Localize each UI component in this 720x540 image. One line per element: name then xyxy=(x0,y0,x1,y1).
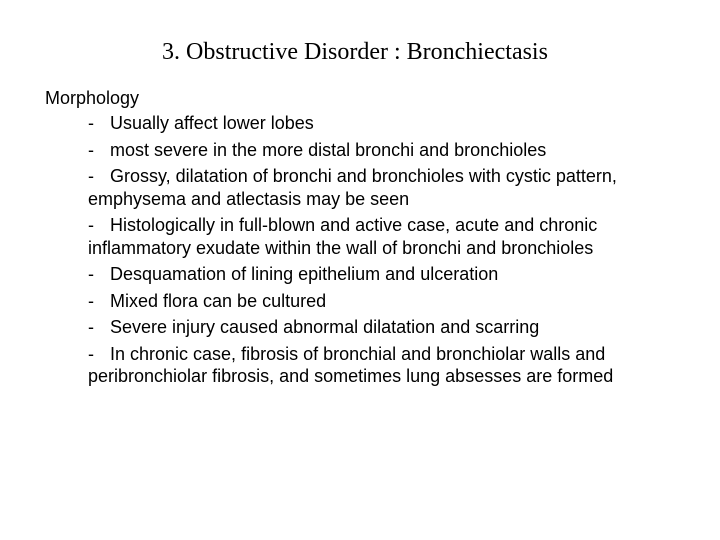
list-item xyxy=(88,263,680,286)
list-item xyxy=(88,290,680,313)
list-item xyxy=(88,139,680,162)
list-item-text: most severe in the more distal bronchi and bronchioles xyxy=(110,139,547,160)
list-item-text: Histologically in full-blown and active case, acute and chronic inflammatory exudate within the wall of bronchi and bronchioles xyxy=(88,215,598,258)
list-item xyxy=(88,343,680,388)
bullet-dash: - xyxy=(88,139,94,160)
list-item xyxy=(88,165,680,210)
list-item xyxy=(88,214,680,259)
list-item-text: Mixed flora can be cultured xyxy=(110,290,327,311)
bullet-dash: - xyxy=(88,290,94,311)
bullet-dash: - xyxy=(88,113,94,133)
list-item-text: Desquamation of lining epithelium and ulceration xyxy=(110,264,499,284)
bullet-dash: - xyxy=(88,166,94,186)
bullet-dash: - xyxy=(88,264,94,284)
list-item-text: Grossy, dilatation of bronchi and bronchioles with cystic pattern, emphysema and atlectasis may be seen xyxy=(88,166,617,209)
list-item-text: Severe injury caused abnormal dilatation and scarring xyxy=(110,317,540,337)
list-item xyxy=(88,316,680,339)
bullet-dash: - xyxy=(88,343,94,364)
bullet-list xyxy=(88,112,680,392)
list-item-text: In chronic case, fibrosis of bronchial and bronchiolar walls and peribronchiolar fibrosis, and sometimes lung absesses are formed xyxy=(88,343,614,386)
slide-title: 3. Obstructive Disorder : Bronchiectasis xyxy=(162,39,548,65)
section-heading: Morphology xyxy=(45,88,140,108)
bullet-dash: - xyxy=(88,317,94,337)
list-item-text: Usually affect lower lobes xyxy=(110,113,314,133)
list-item xyxy=(88,112,680,135)
bullet-dash: - xyxy=(88,215,94,235)
